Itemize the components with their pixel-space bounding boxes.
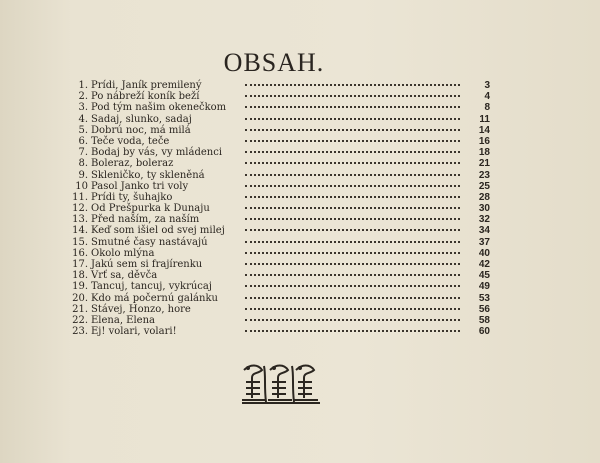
dot-leader	[245, 106, 460, 108]
toc-entry	[70, 237, 490, 248]
toc-entry-title: Pod tým našim okenečkom	[91, 102, 227, 114]
toc-entry	[70, 80, 490, 91]
dot-leader	[245, 274, 460, 276]
toc-entry-page-number: 58	[478, 314, 490, 326]
toc-entry	[70, 293, 490, 304]
toc-entry-number: 21.	[72, 303, 88, 315]
toc-entry-title: Tancuj, tancuj, vykrúcaj	[91, 281, 212, 293]
toc-entry	[70, 181, 490, 192]
toc-entry	[70, 315, 490, 326]
toc-entry-number: 6.	[78, 135, 88, 147]
decorative-ornament-icon	[240, 362, 326, 406]
dot-leader	[245, 95, 460, 97]
toc-entry-page-number: 25	[478, 180, 490, 192]
toc-entry-title: Boleraz, boleraz	[91, 158, 174, 170]
dot-leader	[245, 118, 460, 120]
dot-leader	[245, 185, 460, 187]
toc-entry-title: Sadaj, slunko, sadaj	[91, 113, 192, 125]
toc-entry-title: Prídi ty, šuhajko	[91, 191, 173, 203]
toc-entry-page-number: 21	[478, 158, 490, 170]
toc-entry-title: Okolo mlýna	[91, 247, 155, 259]
toc-entry-title: Ej! volari, volari!	[91, 326, 177, 338]
toc-entry-number: 20.	[72, 292, 88, 304]
toc-entry-number: 7.	[78, 147, 88, 159]
toc-entry-number: 17.	[72, 259, 88, 270]
toc-entry	[70, 170, 490, 181]
toc-entry	[70, 91, 490, 102]
toc-entry	[70, 147, 490, 158]
toc-entry	[70, 136, 490, 147]
toc-entry	[70, 326, 490, 337]
dot-leader	[245, 330, 460, 332]
toc-entry-title: Od Prešpurka k Dunaju	[91, 203, 210, 215]
dot-leader	[245, 196, 460, 198]
toc-entry	[70, 214, 490, 225]
toc-entry-title: Teče voda, teče	[91, 135, 170, 147]
toc-entry-number: 15.	[72, 236, 88, 248]
dot-leader	[245, 308, 460, 310]
toc-entry-number: 8.	[78, 158, 88, 170]
toc-entry-page-number: 37	[478, 236, 490, 248]
toc-entry-page-number: 4	[484, 91, 490, 103]
toc-entry-number: 1.	[78, 80, 88, 91]
toc-entry-number: 23.	[72, 326, 88, 338]
toc-entry-page-number: 53	[478, 292, 490, 304]
toc-entry	[70, 114, 490, 125]
dot-leader	[245, 241, 460, 243]
toc-entry-page-number: 30	[478, 203, 490, 215]
toc-entry-number: 22.	[72, 314, 88, 326]
table-of-contents	[70, 80, 490, 337]
dot-leader	[245, 151, 460, 153]
toc-entry	[70, 203, 490, 214]
toc-entry-number: 13.	[72, 214, 88, 226]
toc-entry-page-number: 56	[478, 303, 490, 315]
toc-entry-number: 11.	[72, 191, 88, 203]
toc-entry-title: Stávej, Honzo, hore	[91, 303, 191, 315]
toc-entry	[70, 259, 490, 270]
dot-leader	[245, 84, 460, 86]
toc-entry-page-number: 28	[478, 191, 490, 203]
toc-entry-title: Smutné časy nastávajú	[91, 236, 208, 248]
toc-entry-title: Bodaj by vás, vy mládenci	[91, 147, 223, 159]
toc-entry-number: 4.	[78, 113, 88, 125]
toc-entry-page-number: 23	[478, 169, 490, 181]
toc-entry-number: 14.	[72, 225, 88, 237]
page-title: OBSAH.	[223, 48, 325, 77]
toc-entry-title: Elena, Elena	[91, 314, 155, 326]
toc-entry-page-number: 14	[478, 124, 490, 136]
toc-entry	[70, 158, 490, 169]
toc-entry-page-number: 18	[478, 147, 490, 159]
toc-entry-title: Pasol Janko tri voly	[91, 180, 189, 192]
toc-entry-page-number: 8	[484, 102, 490, 114]
toc-entry-page-number: 11	[479, 113, 490, 125]
toc-entry-number: 16.	[72, 247, 88, 259]
toc-entry	[70, 225, 490, 236]
toc-entry-number: 9.	[78, 169, 88, 181]
toc-entry	[70, 281, 490, 292]
toc-entry-number: 5.	[78, 124, 88, 136]
toc-entry-title: Keď som išiel od svej milej	[91, 225, 225, 237]
toc-entry-number: 2.	[78, 91, 88, 103]
dot-leader	[245, 285, 460, 287]
dot-leader	[245, 252, 460, 254]
dot-leader	[245, 297, 460, 299]
dot-leader	[245, 140, 460, 142]
toc-entry-title: Skleničko, ty skleněná	[91, 169, 205, 181]
toc-entry-number: 12.	[72, 203, 88, 215]
toc-entry-number: 10	[75, 180, 88, 192]
dot-leader	[245, 229, 460, 231]
toc-entry	[70, 270, 490, 281]
toc-entry-title: Jakú sem si frajírenku	[91, 259, 203, 270]
dot-leader	[245, 263, 460, 265]
dot-leader	[245, 162, 460, 164]
toc-entry	[70, 192, 490, 203]
toc-entry-page-number: 49	[478, 281, 490, 293]
toc-entry	[70, 102, 490, 113]
dot-leader	[245, 319, 460, 321]
toc-entry-title: Po nábreží koník beží	[91, 91, 200, 103]
toc-entry-page-number: 34	[478, 225, 490, 237]
dot-leader	[245, 218, 460, 220]
toc-entry-title: Kdo má počernú galánku	[91, 292, 218, 304]
toc-entry-page-number: 45	[478, 270, 490, 282]
toc-entry-title: Prídi, Janík premilený	[91, 80, 202, 91]
toc-entry-page-number: 42	[478, 259, 490, 270]
dot-leader	[245, 207, 460, 209]
toc-entry-page-number: 60	[478, 326, 490, 338]
toc-entry-number: 18.	[72, 270, 88, 282]
dot-leader	[245, 174, 460, 176]
toc-entry-title: Vrť sa, děvča	[91, 270, 158, 282]
toc-entry-number: 3.	[78, 102, 88, 114]
toc-entry	[70, 125, 490, 136]
toc-entry-page-number: 3	[484, 80, 490, 91]
toc-entry	[70, 304, 490, 315]
toc-entry-page-number: 40	[478, 247, 490, 259]
toc-entry-page-number: 32	[478, 214, 490, 226]
toc-entry-page-number: 16	[478, 135, 490, 147]
toc-entry-number: 19.	[72, 281, 88, 293]
toc-entry-title: Dobrú noc, má milá	[91, 124, 191, 136]
toc-entry	[70, 248, 490, 259]
dot-leader	[245, 129, 460, 131]
toc-entry-title: Před naším, za naším	[91, 214, 200, 226]
